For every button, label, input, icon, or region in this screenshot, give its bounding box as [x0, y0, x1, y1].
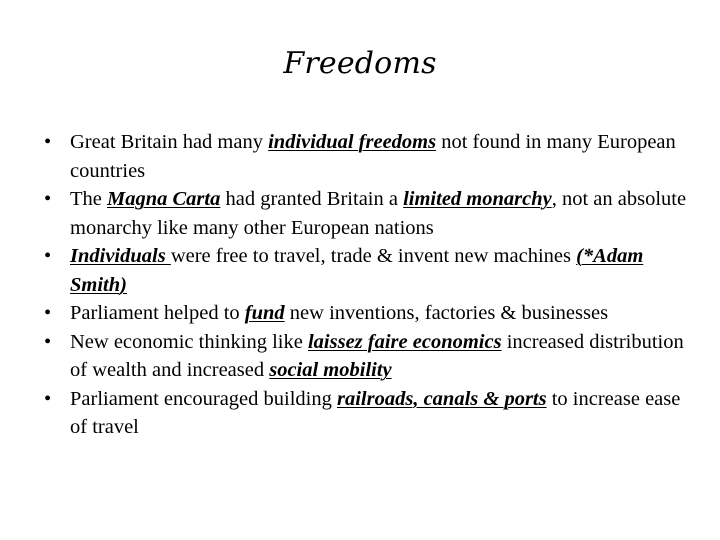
- emphasized-term: Magna Carta: [107, 188, 221, 210]
- bullet-marker: •: [44, 245, 52, 267]
- bullet-item: [40, 385, 690, 442]
- emphasized-term: limited monarchy: [403, 188, 552, 210]
- bullet-text: Parliament helped to: [70, 302, 245, 324]
- bullet-text: Parliament encouraged building: [70, 387, 337, 410]
- bullet-text: not found in many European countries: [70, 131, 676, 182]
- bullet-list: [40, 128, 690, 442]
- emphasized-term: social mobility: [269, 359, 392, 381]
- emphasized-term: railroads, canals & ports: [337, 387, 547, 410]
- emphasized-term: (*Adam Smith): [70, 245, 644, 296]
- slide-title: Freedoms: [283, 46, 437, 81]
- bullet-text: , not an absolute monarchy like many other European nations: [70, 188, 687, 239]
- bullet-marker: •: [44, 330, 52, 353]
- bullet-marker: •: [44, 131, 52, 153]
- bullet-text: were free to travel, trade & invent new machines: [170, 245, 577, 267]
- bullet-text: new inventions, factories & businesses: [284, 302, 609, 324]
- bullet-text: had granted Britain a: [220, 188, 404, 210]
- bullet-marker: •: [44, 387, 52, 410]
- bullet-item: [40, 128, 690, 185]
- bullet-marker: •: [44, 188, 52, 210]
- bullet-item: [40, 185, 690, 242]
- emphasized-term: fund: [244, 302, 285, 324]
- bullet-text: New economic thinking like: [70, 330, 308, 353]
- bullet-item: [40, 242, 690, 299]
- bullet-item: [40, 328, 690, 385]
- emphasized-term: individual freedoms: [268, 131, 437, 153]
- bullet-item: [40, 299, 690, 328]
- bullet-marker: •: [44, 302, 52, 324]
- bullet-text: Great Britain had many: [70, 131, 269, 153]
- emphasized-term: Individuals: [70, 245, 171, 267]
- bullet-text: The: [70, 188, 107, 210]
- bullet-text: to increase ease of travel: [70, 387, 681, 438]
- bullet-text: increased distribution of wealth and increased: [70, 330, 684, 381]
- emphasized-term: laissez faire economics: [307, 330, 502, 353]
